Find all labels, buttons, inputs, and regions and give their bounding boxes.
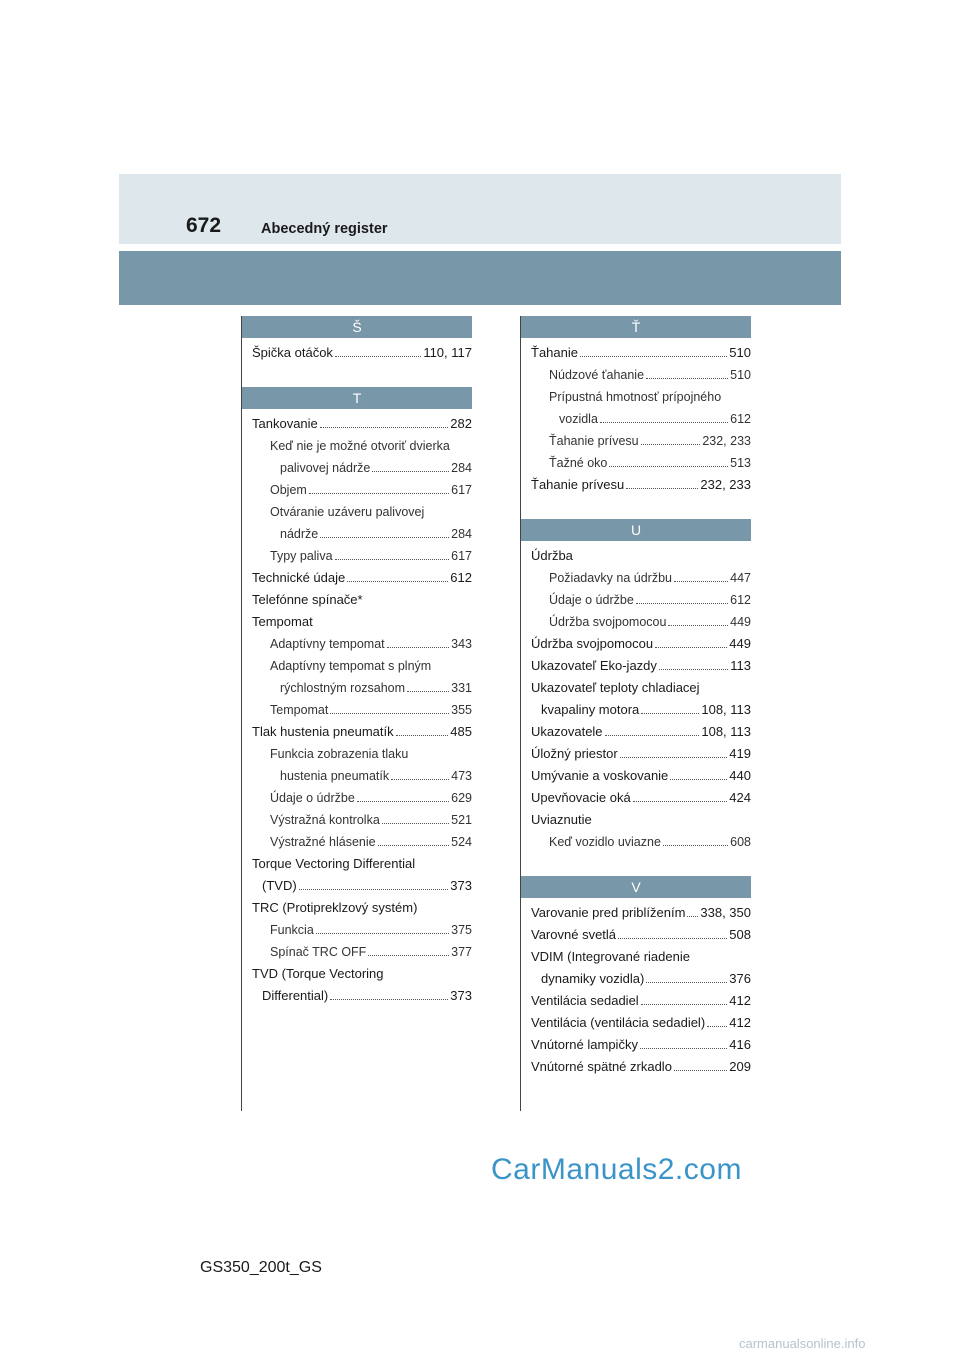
entry-text: Výstražné hlásenie (270, 835, 376, 849)
leader-dots (620, 757, 728, 758)
page-ref: 282 (450, 416, 472, 431)
entry-text: dynamiky vozidla) (541, 971, 645, 986)
index-entry (242, 435, 472, 457)
section-title: Abecedný register (261, 221, 388, 237)
index-column-right (520, 316, 751, 1111)
entry-text: Prípustná hmotnosť prípojného (549, 390, 722, 404)
leader-dots (641, 1004, 728, 1005)
page-number: 672 (186, 214, 222, 237)
page-ref: 617 (451, 483, 472, 497)
leader-dots (626, 488, 698, 489)
leader-dots (335, 356, 421, 357)
index-entry (242, 721, 472, 743)
entry-text: Ukazovateľ teploty chladiacej (531, 680, 700, 695)
leader-dots (382, 823, 449, 824)
leader-dots (687, 916, 698, 917)
entry-text: Adaptívny tempomat (270, 637, 385, 651)
entry-text: Technické údaje (252, 570, 346, 585)
entry-text: Objem (270, 483, 307, 497)
page-ref: 473 (451, 769, 472, 783)
index-entry (242, 985, 472, 1007)
page-ref: 612 (730, 412, 751, 426)
entry-text: Funkcia (270, 923, 314, 937)
entry-text: VDIM (Integrované riadenie (531, 949, 690, 964)
leader-dots (299, 889, 449, 890)
page-ref: 447 (730, 571, 751, 585)
index-entry (242, 919, 472, 941)
index-entry (521, 809, 751, 831)
index-entry (521, 655, 751, 677)
entry-text: Ventilácia sedadiel (531, 993, 639, 1008)
entry-text: palivovej nádrže (280, 461, 371, 475)
leader-dots (330, 999, 448, 1000)
index-entry (521, 902, 751, 924)
index-entry (242, 897, 472, 919)
entry-text: Keď vozidlo uviazne (549, 835, 661, 849)
leader-dots (391, 779, 449, 780)
entry-text: Typy paliva (270, 549, 333, 563)
index-entry (242, 655, 472, 677)
index-entry (242, 479, 472, 501)
entry-text: Vnútorné lampičky (531, 1037, 638, 1052)
page-ref: 108, 113 (701, 724, 751, 739)
index-entry (242, 342, 472, 364)
index-entry (521, 1012, 751, 1034)
page-ref: 617 (451, 549, 472, 563)
leader-dots (600, 422, 728, 423)
entry-text: Varovanie pred priblížením (531, 905, 686, 920)
index-entry (521, 408, 751, 430)
entry-text: kvapaliny motora (541, 702, 640, 717)
leader-dots (320, 537, 449, 538)
page-ref: 508 (729, 927, 751, 942)
page-ref: 343 (451, 637, 472, 651)
page-ref: 108, 113 (701, 702, 751, 717)
entry-text: Upevňovacie oká (531, 790, 631, 805)
entry-text: (TVD) (262, 878, 297, 893)
leader-dots (357, 801, 449, 802)
entry-text: Spínač TRC OFF (270, 945, 367, 959)
page-ref: 440 (729, 768, 751, 783)
entry-text: Núdzové ťahanie (549, 368, 645, 382)
entry-text: Ťahanie (531, 345, 578, 360)
index-entry (242, 787, 472, 809)
index-group (521, 316, 751, 496)
entry-text: Varovné svetlá (531, 927, 617, 942)
letter-heading: Š (242, 316, 472, 338)
letter-heading: T (242, 387, 472, 409)
page-ref: 338, 350 (700, 905, 751, 920)
page-ref: 412 (729, 1015, 751, 1030)
leader-dots (636, 603, 728, 604)
index-entry (521, 386, 751, 408)
leader-dots (646, 982, 727, 983)
model-code: GS350_200t_GS (200, 1259, 322, 1276)
leader-dots (655, 647, 727, 648)
index-entry (521, 699, 751, 721)
entry-text: Ťahanie prívesu (531, 477, 625, 492)
entry-text: Údržba svojpomocou (549, 615, 667, 629)
page-ref: 284 (451, 527, 472, 541)
entry-text: Ukazovatele (531, 724, 603, 739)
leader-dots (372, 471, 449, 472)
index-entry (242, 809, 472, 831)
leader-dots (663, 845, 728, 846)
index-entry (242, 699, 472, 721)
entry-text: Funkcia zobrazenia tlaku (270, 747, 409, 761)
index-entry (521, 452, 751, 474)
index-entry (521, 765, 751, 787)
index-entry (521, 721, 751, 743)
page-ref: 510 (729, 345, 751, 360)
leader-dots (633, 801, 728, 802)
index-group (242, 387, 472, 1007)
index-entry (521, 924, 751, 946)
index-column-left (241, 316, 472, 1111)
index-entry (521, 946, 751, 968)
page-ref: 424 (729, 790, 751, 805)
entry-text: Umývanie a voskovanie (531, 768, 669, 783)
entry-text: Údaje o údržbe (549, 593, 634, 607)
entry-text: Adaptívny tempomat s plným (270, 659, 432, 673)
leader-dots (707, 1026, 727, 1027)
leader-dots (659, 669, 728, 670)
leader-dots (316, 933, 449, 934)
header-dark-band (119, 251, 841, 305)
page-ref: 612 (730, 593, 751, 607)
index-group (242, 316, 472, 364)
leader-dots (347, 581, 448, 582)
page-ref: 510 (730, 368, 751, 382)
page-ref: 412 (729, 993, 751, 1008)
entry-text: Ukazovateľ Eko-jazdy (531, 658, 657, 673)
index-entry (521, 611, 751, 633)
leader-dots (609, 466, 728, 467)
entry-text: rýchlostným rozsahom (280, 681, 406, 695)
entry-text: Údržba (531, 548, 573, 563)
index-entry (242, 501, 472, 523)
index-entry (521, 589, 751, 611)
entry-text: Ťažné oko (549, 456, 608, 470)
index-entry (242, 523, 472, 545)
index-entry (521, 831, 751, 853)
watermark-logo: CarManuals2.com (491, 1153, 742, 1186)
index-entry (242, 611, 472, 633)
entry-text: Tlak hustenia pneumatík (252, 724, 394, 739)
page-ref: 416 (729, 1037, 751, 1052)
page-ref: 612 (450, 570, 472, 585)
index-entry (521, 743, 751, 765)
page-ref: 449 (730, 615, 751, 629)
entry-text: Údržba svojpomocou (531, 636, 654, 651)
entry-text: Tempomat (252, 614, 313, 629)
page-ref: 355 (451, 703, 472, 717)
page-ref: 629 (451, 791, 472, 805)
index-entry (521, 787, 751, 809)
page-ref: 376 (729, 971, 751, 986)
page-ref: 449 (729, 636, 751, 651)
leader-dots (674, 1070, 727, 1071)
index-entry (242, 743, 472, 765)
entry-text: TRC (Protipreklzový systém) (252, 900, 418, 915)
entry-text: Úložný priestor (531, 746, 618, 761)
leader-dots (368, 955, 449, 956)
index-entry (242, 765, 472, 787)
entry-text: Tempomat (270, 703, 329, 717)
index-entry (242, 413, 472, 435)
entry-text: vozidla (559, 412, 598, 426)
index-entry (242, 567, 472, 589)
index-group (521, 519, 751, 853)
entry-text: Výstražná kontrolka (270, 813, 380, 827)
letter-heading: V (521, 876, 751, 898)
index-entry (521, 1034, 751, 1056)
page-ref: 524 (451, 835, 472, 849)
index-entry (242, 633, 472, 655)
watermark-site: carmanualsonline.info (739, 1336, 866, 1351)
entry-text: Telefónne spínače* (252, 592, 363, 607)
page-ref: 375 (451, 923, 472, 937)
leader-dots (309, 493, 449, 494)
letter-heading: U (521, 519, 751, 541)
index-entry (242, 589, 472, 611)
index-entry (521, 474, 751, 496)
leader-dots (641, 713, 699, 714)
entry-text: TVD (Torque Vectoring (252, 966, 384, 981)
entry-text: Požiadavky na údržbu (549, 571, 672, 585)
leader-dots (387, 647, 449, 648)
index-entry (242, 457, 472, 479)
letter-heading: Ť (521, 316, 751, 338)
leader-dots (378, 845, 450, 846)
entry-text: Otváranie uzáveru palivovej (270, 505, 425, 519)
leader-dots (580, 356, 727, 357)
index-entry (521, 1056, 751, 1078)
index-entry (242, 831, 472, 853)
page-ref: 232, 233 (700, 477, 751, 492)
index-entry (242, 853, 472, 875)
leader-dots (618, 938, 727, 939)
entry-text: Differential) (262, 988, 329, 1003)
index-group (521, 876, 751, 1078)
page-ref: 284 (451, 461, 472, 475)
leader-dots (641, 444, 701, 445)
index-entry (521, 968, 751, 990)
page-ref: 113 (730, 658, 751, 673)
index-entry (242, 677, 472, 699)
page-ref: 513 (730, 456, 751, 470)
page-ref: 331 (451, 681, 472, 695)
index-entry (521, 677, 751, 699)
entry-text: nádrže (280, 527, 319, 541)
index-entry (521, 364, 751, 386)
index-entry (521, 633, 751, 655)
entry-text: Údaje o údržbe (270, 791, 355, 805)
index-entry (242, 941, 472, 963)
entry-text: Tankovanie (252, 416, 318, 431)
leader-dots (674, 581, 728, 582)
leader-dots (605, 735, 700, 736)
leader-dots (320, 427, 449, 428)
leader-dots (335, 559, 450, 560)
page-ref: 377 (451, 945, 472, 959)
leader-dots (407, 691, 449, 692)
page-ref: 232, 233 (702, 434, 751, 448)
leader-dots (330, 713, 449, 714)
header-light-band (119, 174, 841, 244)
entry-text: Ventilácia (ventilácia sedadiel) (531, 1015, 706, 1030)
page-ref: 209 (729, 1059, 751, 1074)
leader-dots (646, 378, 728, 379)
entry-text: Špička otáčok (252, 345, 333, 360)
index-entry (521, 567, 751, 589)
index-entry (521, 545, 751, 567)
entry-text: Keď nie je možné otvoriť dvierka (270, 439, 450, 453)
leader-dots (640, 1048, 727, 1049)
index-entry (242, 875, 472, 897)
page-ref: 419 (729, 746, 751, 761)
page-ref: 110, 117 (423, 345, 472, 360)
leader-dots (396, 735, 449, 736)
leader-dots (670, 779, 727, 780)
page-ref: 608 (730, 835, 751, 849)
page-ref: 521 (451, 813, 472, 827)
entry-text: Vnútorné spätné zrkadlo (531, 1059, 672, 1074)
entry-text: Ťahanie prívesu (549, 434, 639, 448)
index-entry (521, 990, 751, 1012)
index-entry (242, 545, 472, 567)
leader-dots (668, 625, 728, 626)
entry-text: Uviaznutie (531, 812, 592, 827)
index-entry (521, 430, 751, 452)
page-ref: 485 (450, 724, 472, 739)
page-ref: 373 (450, 988, 472, 1003)
index-entry (521, 342, 751, 364)
entry-text: hustenia pneumatík (280, 769, 390, 783)
entry-text: Torque Vectoring Differential (252, 856, 416, 871)
page-ref: 373 (450, 878, 472, 893)
index-entry (242, 963, 472, 985)
